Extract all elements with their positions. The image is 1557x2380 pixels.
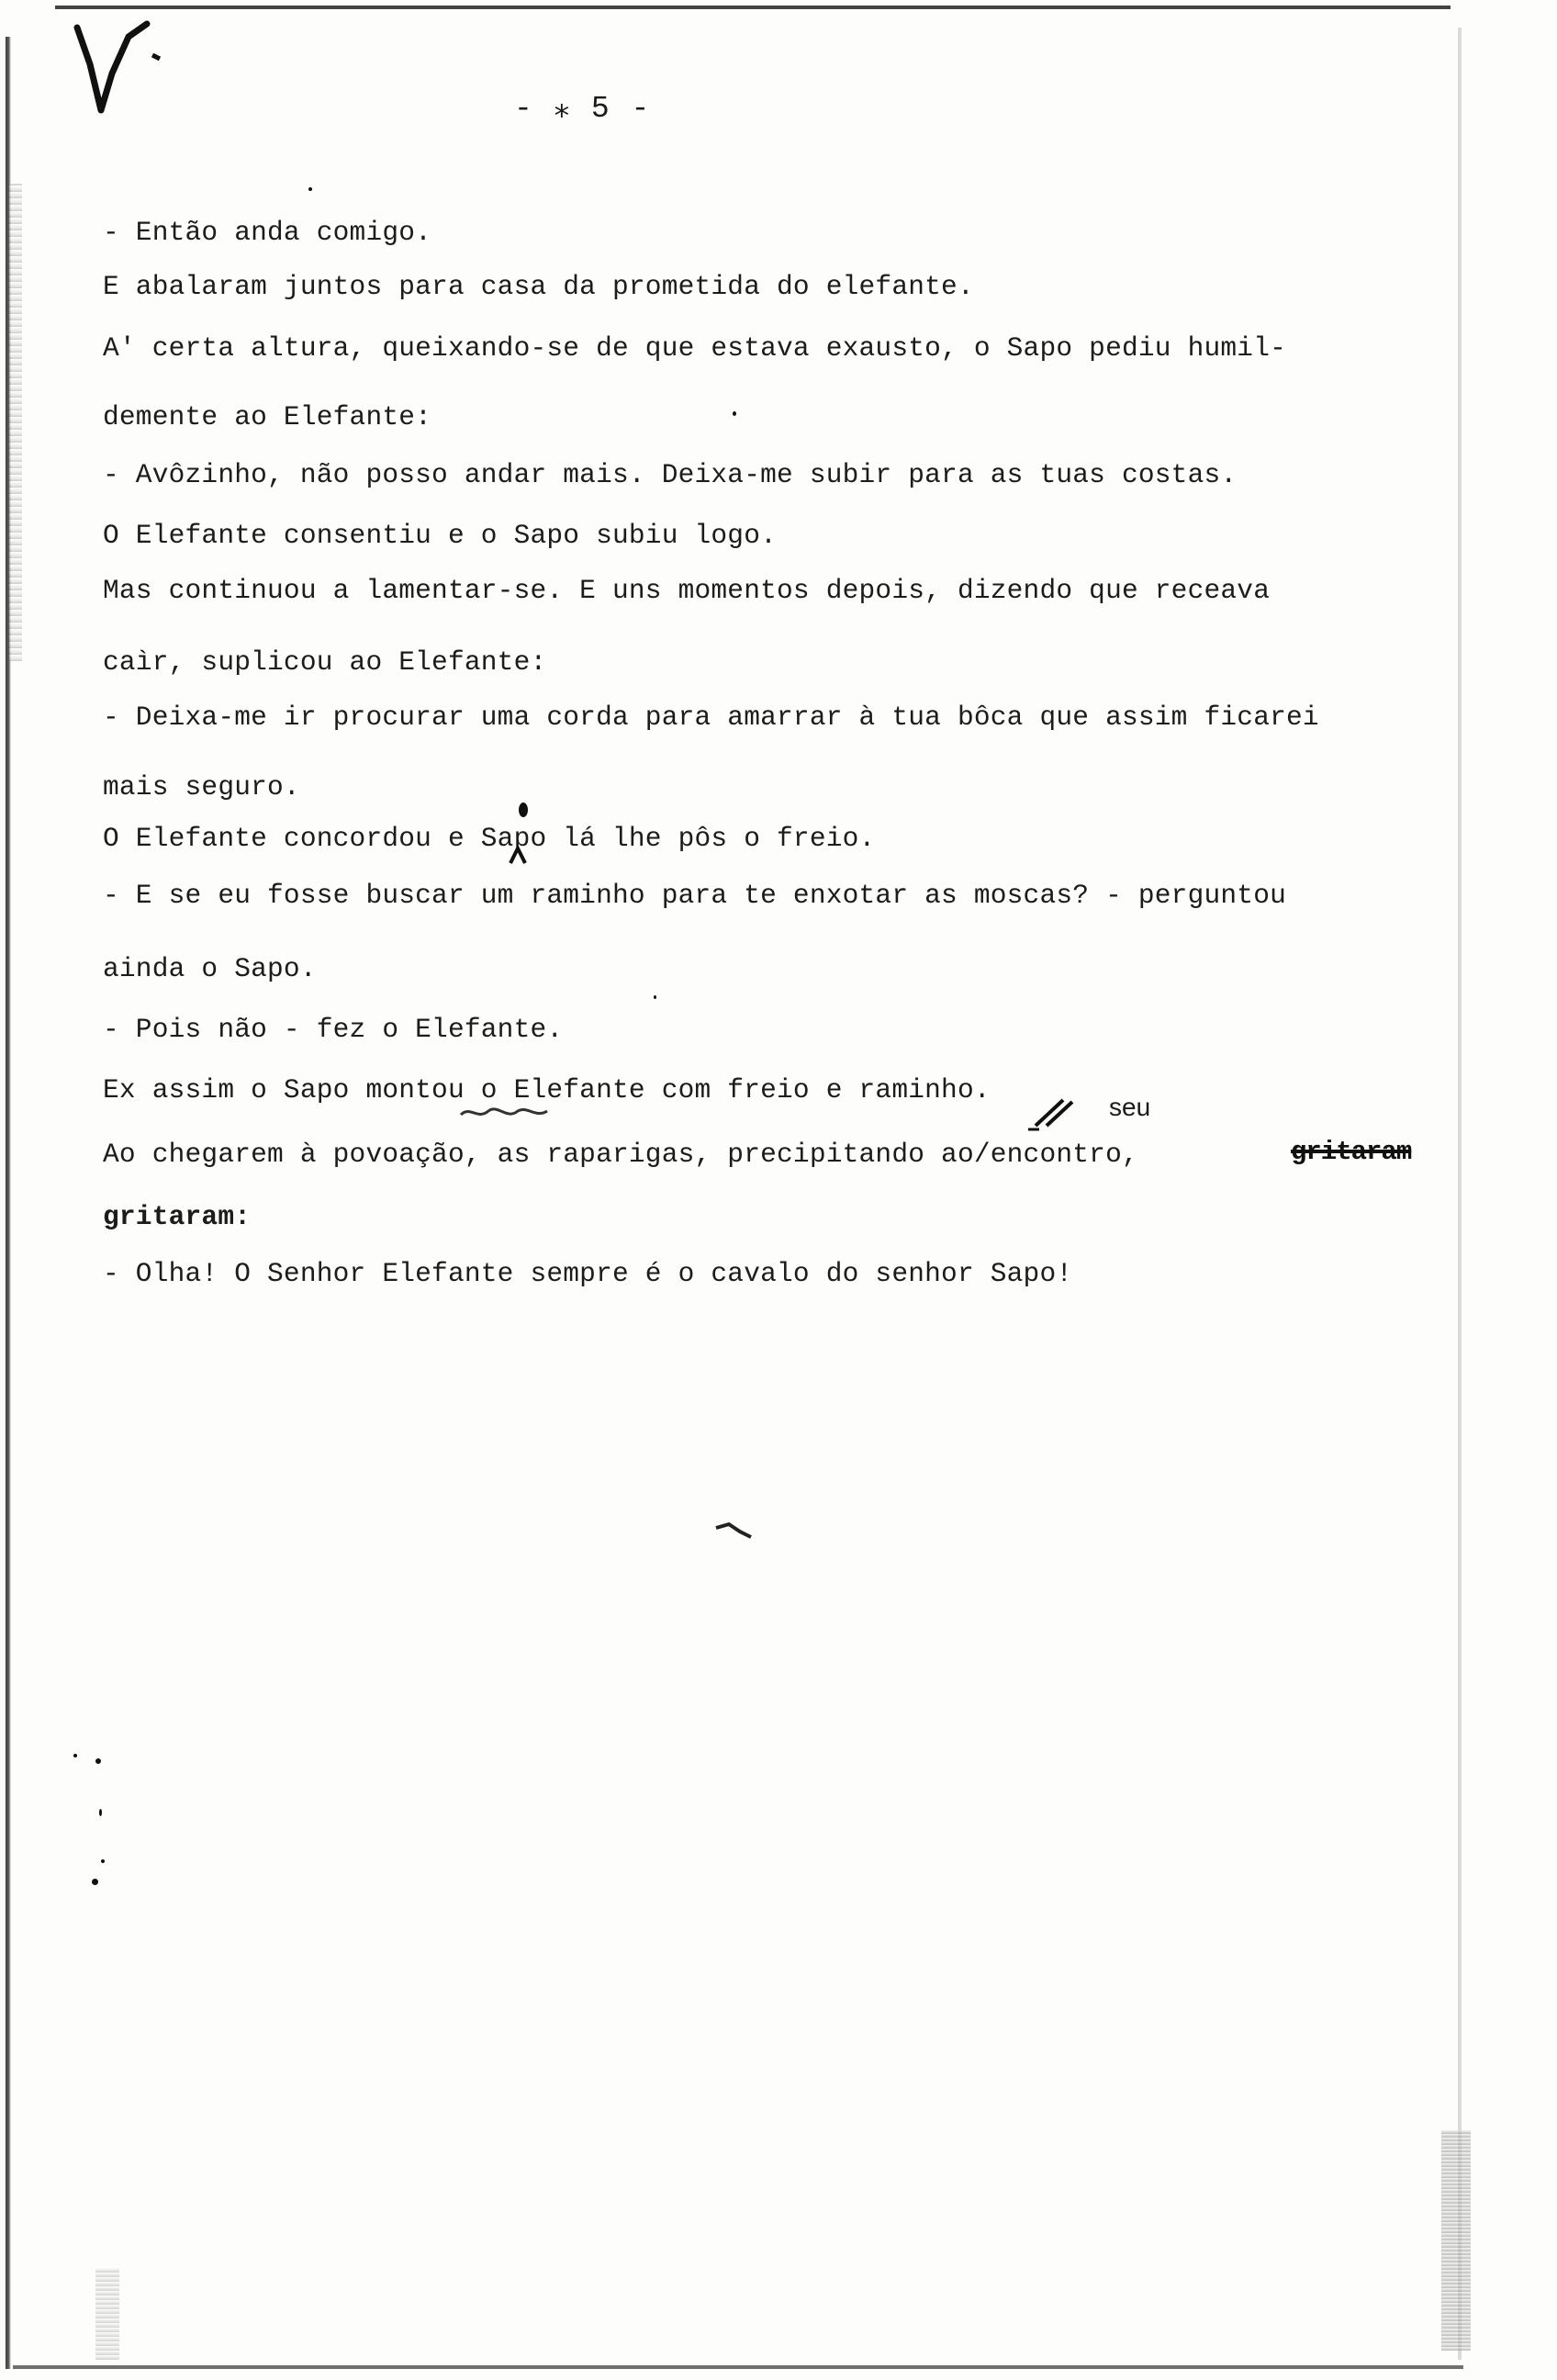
text-line-10: mais seguro. [103, 771, 300, 803]
scan-noise [95, 2268, 119, 2360]
text-line-6: O Elefante consentiu e o Sapo subiu logo. [103, 520, 778, 551]
speck [92, 1879, 98, 1885]
text-line-9: - Deixa-me ir procurar uma corda para amarrar à tua bôca que assim ficarei [103, 702, 1319, 733]
page-number: - ⁎ 5 - [514, 92, 652, 126]
scan-edge-right [1458, 28, 1462, 2360]
speck [73, 1754, 77, 1757]
scan-edge-top [55, 6, 1451, 9]
scan-noise [9, 184, 22, 661]
text-line-11: O Elefante concordou e Sapo lá lhe pôs o freio. [103, 823, 876, 854]
text-line-15: Ex assim o Sapo montou o Elefante com freio e raminho. [103, 1074, 991, 1106]
text-line-7: Mas continuou a lamentar-se. E uns momentos depois, dizendo que receava [103, 575, 1271, 606]
handwritten-check-mark [64, 18, 165, 147]
scan-edge-bottom [13, 2365, 1463, 2369]
insertion-caret [505, 797, 542, 870]
text-line-17: gritaram: [103, 1201, 252, 1232]
speck [733, 411, 736, 416]
ink-smudge [712, 1517, 758, 1544]
speck [654, 995, 656, 999]
text-line-18: - Olha! O Senhor Elefante sempre é o cavalo do senhor Sapo! [103, 1258, 1073, 1289]
speck [308, 187, 312, 191]
text-line-13: ainda o Sapo. [103, 953, 317, 984]
text-line-5: - Avôzinho, não posso andar mais. Deixa-me subir para as tuas costas. [103, 459, 1238, 490]
handwritten-scribble [457, 1102, 567, 1124]
speck [101, 1859, 105, 1863]
speck [95, 1758, 101, 1764]
text-line-16: Ao chegarem à povoação, as raparigas, precipitando ao/encontro, [103, 1139, 1138, 1170]
text-line-2: E abalaram juntos para casa da prometida do elefante. [103, 271, 974, 302]
text-line-12: - E se eu fosse buscar um raminho para te enxotar as moscas? - perguntou [103, 880, 1287, 911]
interlinear-insertion: seu [1109, 1093, 1151, 1121]
text-line-4: demente ao Elefante: [103, 401, 432, 432]
text-line-3: A' certa altura, queixando-se de que estava exausto, o Sapo pediu humil- [103, 332, 1287, 364]
speck [99, 1809, 102, 1816]
struck-out-word: gritaram [1291, 1137, 1412, 1167]
text-line-8: caìr, suplicou ao Elefante: [103, 646, 547, 678]
scan-noise [1441, 2130, 1471, 2351]
text-line-1: - Então anda comigo. [103, 217, 432, 248]
insertion-slash-mark [1026, 1098, 1081, 1153]
text-line-14: - Pois não - fez o Elefante. [103, 1014, 564, 1045]
